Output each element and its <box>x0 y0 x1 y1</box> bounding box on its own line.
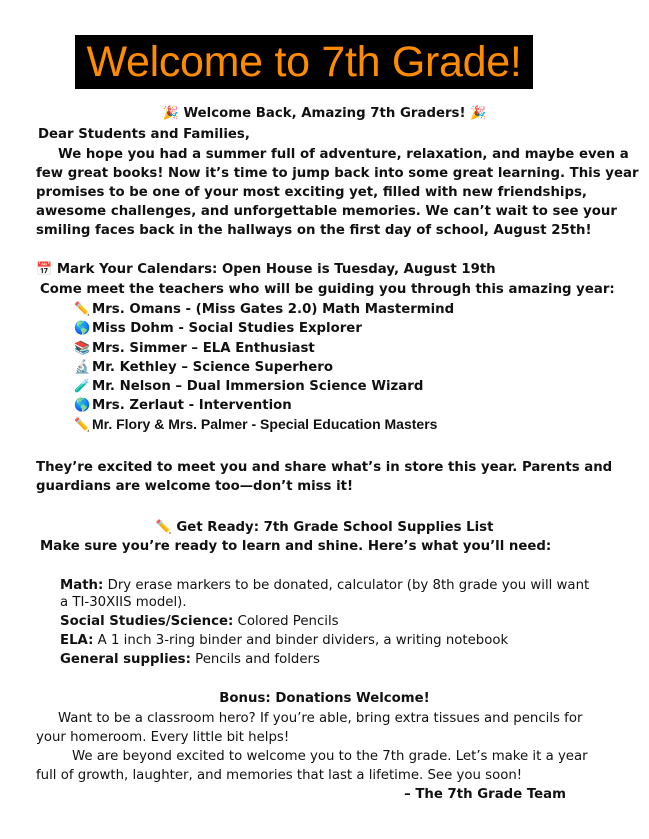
teacher-item: 🌎 Miss Dohm - Social Studies Explorer <box>74 321 362 336</box>
microscope-icon: 🔬 <box>74 360 91 375</box>
globe-icon: 🌎 <box>74 398 91 413</box>
supply-item-math-continued: a TI-30XIIS model). <box>60 595 187 610</box>
welcome-paragraph-line: awesome challenges, and unforgettable memories. We can’t wait to see your <box>36 204 617 219</box>
supply-item-math: Math: Dry erase markers to be donated, calculator (by 8th grade you will want <box>60 578 590 593</box>
open-house-heading <box>36 260 496 279</box>
calendar-icon: 📅 <box>36 262 53 277</box>
books-icon: 📚 <box>74 341 91 356</box>
open-house-heading-text: Mark Your Calendars: Open House is Tuesday, August 19th <box>56 262 496 277</box>
test-tube-icon: 🧪 <box>74 379 91 394</box>
party-popper-icon: 🎉 <box>162 106 179 121</box>
signature: – The 7th Grade Team <box>404 787 566 802</box>
supply-item-general: General supplies: Pencils and folders <box>60 652 320 667</box>
supplies-heading <box>0 518 649 537</box>
teacher-item: 🧪 Mr. Nelson – Dual Immersion Science Wizard <box>74 379 424 394</box>
bonus-line: Want to be a classroom hero? If you’re able, bring extra tissues and pencils for <box>58 711 583 726</box>
welcome-heading-text: Welcome Back, Amazing 7th Graders! <box>183 106 466 121</box>
teacher-item: ✏️ Mr. Flory & Mrs. Palmer - Special Education Masters <box>74 416 438 433</box>
teacher-item: 🔬 Mr. Kethley – Science Superhero <box>74 360 333 375</box>
supplies-intro: Make sure you’re ready to learn and shine. Here’s what you’ll need: <box>40 539 552 554</box>
party-popper-icon: 🎉 <box>470 106 487 121</box>
pencil-icon: ✏️ <box>74 418 91 433</box>
greeting: Dear Students and Families, <box>38 127 250 142</box>
open-house-closing-line: They’re excited to meet you and share what’s in store this year. Parents and <box>36 460 613 475</box>
page-title: Welcome to 7th Grade! <box>86 37 522 86</box>
supply-item-ela: ELA: A 1 inch 3-ring binder and binder dividers, a writing notebook <box>60 633 509 648</box>
welcome-paragraph-line: few great books! Now it’s time to jump back into some great learning. This year <box>36 166 639 181</box>
teacher-item: 📚 Mrs. Simmer – ELA Enthusiast <box>74 341 315 356</box>
open-house-intro: Come meet the teachers who will be guiding you through this amazing year: <box>40 282 615 297</box>
supplies-heading-text: Get Ready: 7th Grade School Supplies List <box>176 520 494 535</box>
welcome-heading <box>0 104 649 123</box>
bonus-heading: Bonus: Donations Welcome! <box>219 691 430 706</box>
bonus-line: your homeroom. Every little bit helps! <box>36 730 290 745</box>
globe-icon: 🌎 <box>74 321 91 336</box>
open-house-closing-line: guardians are welcome too—don’t miss it! <box>36 479 354 494</box>
supply-item-social-studies-science: Social Studies/Science: Colored Pencils <box>60 614 339 629</box>
title-banner <box>75 35 533 89</box>
pencil-icon: ✏️ <box>155 520 172 535</box>
teacher-item: 🌎 Mrs. Zerlaut - Intervention <box>74 398 292 413</box>
pencil-icon: ✏️ <box>74 302 91 317</box>
welcome-paragraph-line: promises to be one of your most exciting yet, filled with new friendships, <box>36 185 587 200</box>
bonus-line: full of growth, laughter, and memories that last a lifetime. See you soon! <box>36 768 523 783</box>
welcome-paragraph-line: smiling faces back in the hallways on the first day of school, August 25th! <box>36 223 592 238</box>
welcome-paragraph-line: We hope you had a summer full of adventure, relaxation, and maybe even a <box>58 147 629 162</box>
bonus-line: We are beyond excited to welcome you to the 7th grade. Let’s make it a year <box>72 749 588 764</box>
teacher-item: ✏️ Mrs. Omans - (Miss Gates 2.0) Math Mastermind <box>74 302 455 317</box>
